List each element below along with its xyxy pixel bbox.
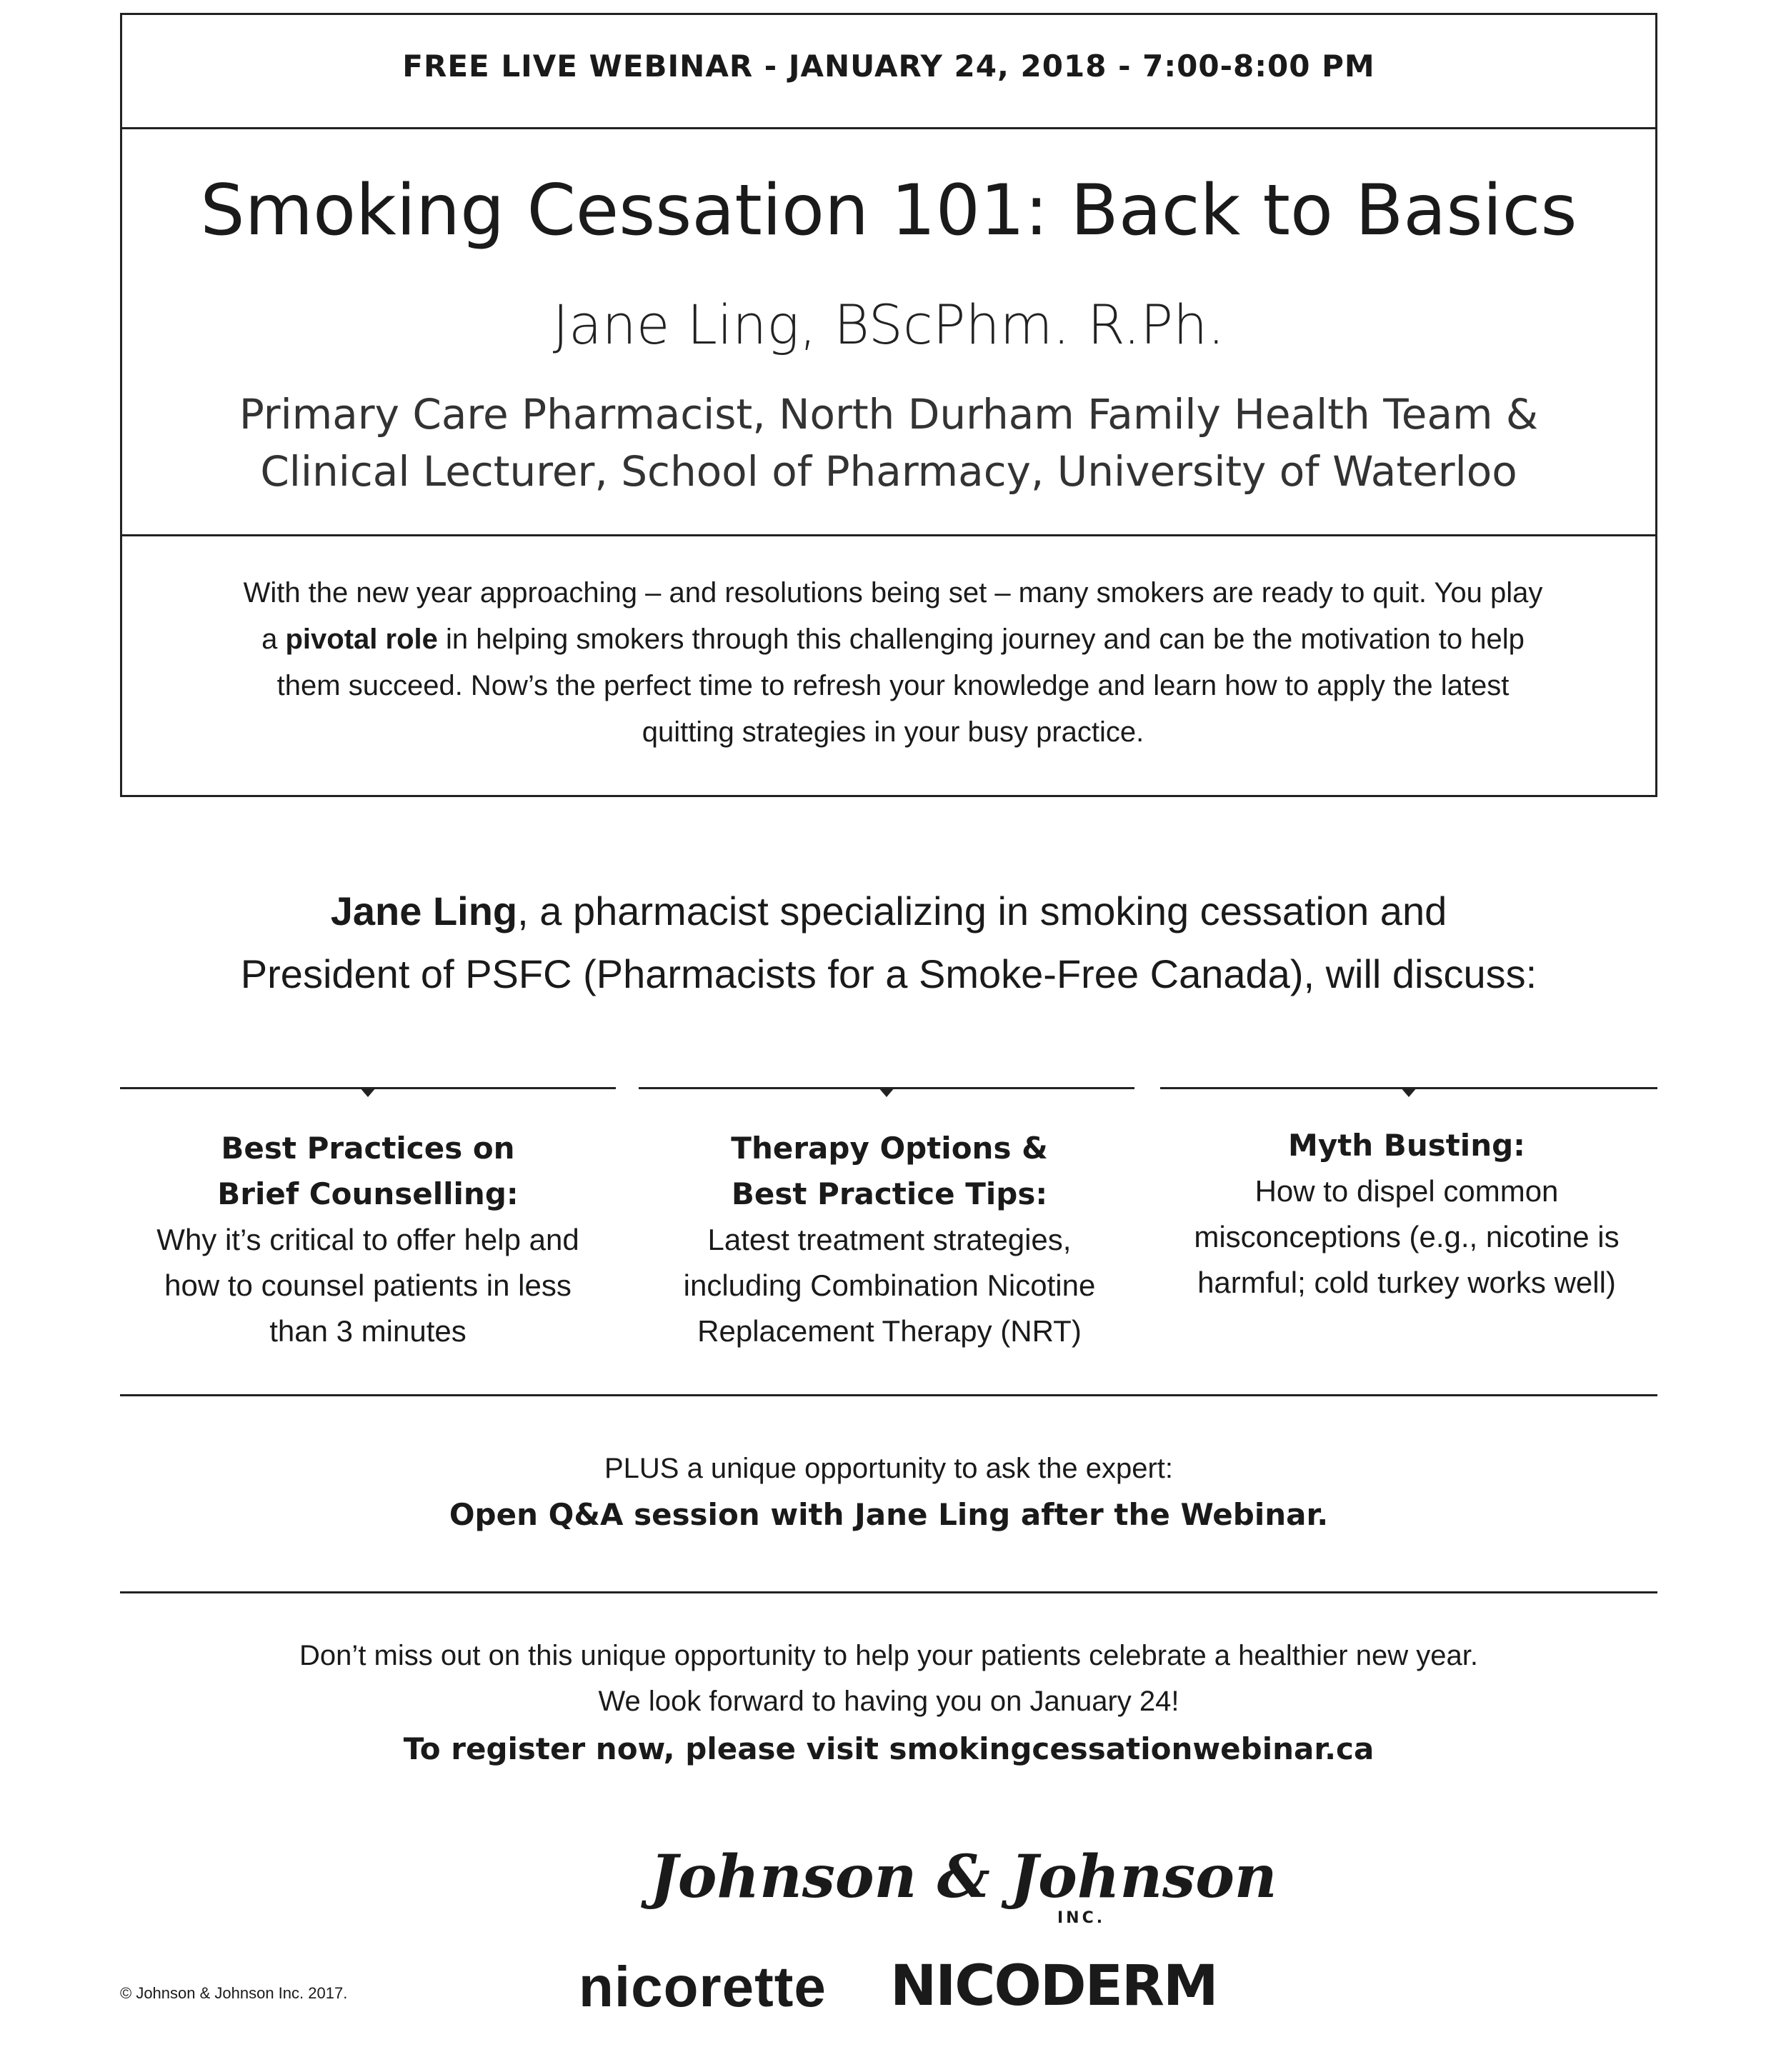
event-banner: FREE LIVE WEBINAR - JANUARY 24, 2018 - 7:00-8:00 PM — [402, 49, 1375, 84]
topic-heading: Myth Busting: — [1288, 1128, 1525, 1163]
qa-session-text: Open Q&A session with Jane Ling after the Webinar. — [449, 1497, 1329, 1532]
topic-heading: Therapy Options & — [731, 1131, 1048, 1166]
lead-text: , a pharmacist specializing in smoking cessation and — [517, 889, 1447, 934]
intro-line: With the new year approaching – and resolutions being set – many smokers are ready to quit. You play — [243, 577, 1543, 609]
plus-text: PLUS a unique opportunity to ask the expert: — [604, 1453, 1174, 1484]
banner-divider — [120, 127, 1657, 129]
topic-body: misconceptions (e.g., nicotine is — [1194, 1220, 1620, 1253]
nicorette-logo: nicorette — [579, 1955, 827, 2018]
lead-line — [120, 880, 1657, 943]
topic-body: Why it’s critical to offer help and — [156, 1223, 579, 1256]
topic-body: how to counsel patients in less — [164, 1268, 572, 1302]
topic-notch — [359, 1087, 376, 1097]
copyright-notice: © Johnson & Johnson Inc. 2017. — [120, 1984, 348, 2002]
register-text: To register now, please visit smokingcessationwebinar.ca — [403, 1731, 1375, 1766]
intro-paragraph — [207, 570, 1579, 756]
speaker-lead — [120, 880, 1657, 1006]
header-divider — [120, 534, 1657, 536]
topic-body: Latest treatment strategies, — [707, 1223, 1072, 1256]
topic-notch — [878, 1087, 895, 1097]
topic-body: than 3 minutes — [269, 1314, 467, 1348]
jj-logo-text: Johnson & Johnson — [650, 1843, 1277, 1911]
johnson-johnson-logo — [643, 1838, 1277, 1931]
lead-speaker-name: Jane Ling — [330, 889, 518, 934]
intro-emphasis: pivotal role — [285, 624, 438, 655]
intro-text: in helping smokers through this challenging journey and can be the motivation to help — [437, 624, 1525, 655]
page-title: Smoking Cessation 101: Back to Basics — [200, 170, 1577, 251]
jj-logo-inc: INC. — [1057, 1909, 1106, 1927]
speaker-name: Jane Ling, BScPhm. R.Ph. — [552, 293, 1225, 356]
intro-line: them succeed. Now’s the perfect time to refresh your knowledge and learn how to apply the latest — [276, 670, 1510, 701]
intro-text: a — [261, 624, 286, 655]
section-divider — [120, 1394, 1657, 1396]
topic-body: Replacement Therapy (NRT) — [697, 1314, 1082, 1348]
intro-line — [207, 616, 1579, 663]
speaker-affiliation-line1: Primary Care Pharmacist, North Durham Family Health Team & — [239, 390, 1539, 439]
speaker-affiliation-line2: Clinical Lecturer, School of Pharmacy, University of Waterloo — [260, 447, 1517, 496]
topic-heading: Best Practices on — [221, 1131, 515, 1166]
topic-body: harmful; cold turkey works well) — [1197, 1266, 1616, 1299]
lead-line: President of PSFC (Pharmacists for a Smoke-Free Canada), will discuss: — [240, 951, 1537, 996]
nicoderm-logo: NICODERM — [890, 1954, 1217, 2018]
section-divider — [120, 1591, 1657, 1593]
topic-best-practices — [121, 1126, 614, 1354]
intro-line: quitting strategies in your busy practice. — [642, 716, 1144, 748]
topic-heading: Brief Counselling: — [217, 1176, 519, 1211]
topic-therapy-options — [643, 1126, 1136, 1354]
closing-line: Don’t miss out on this unique opportunity to help your patients celebrate a healthier new year. — [299, 1640, 1478, 1671]
topic-body: including Combination Nicotine — [683, 1268, 1096, 1302]
topic-myth-busting — [1160, 1123, 1653, 1306]
topic-body: How to dispel common — [1254, 1174, 1559, 1208]
topic-heading: Best Practice Tips: — [731, 1176, 1048, 1211]
closing-line: We look forward to having you on January 24! — [598, 1686, 1179, 1717]
topic-notch — [1400, 1087, 1417, 1097]
